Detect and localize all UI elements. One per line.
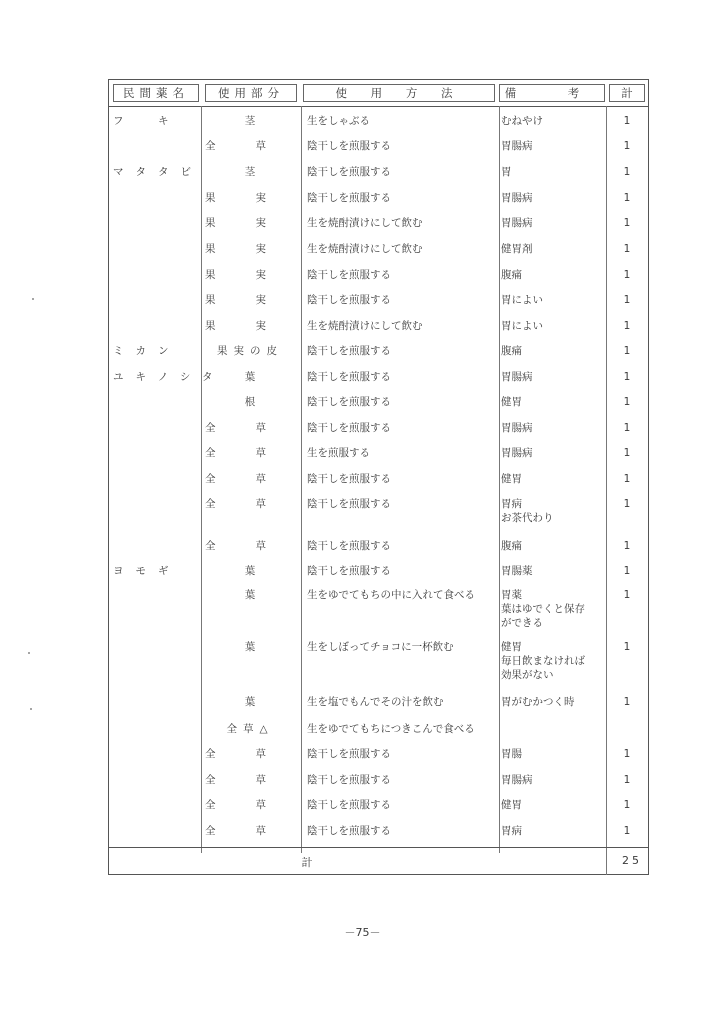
- row-count: 1: [623, 748, 631, 760]
- remark: [501, 640, 605, 682]
- usage-method: 生を焼酎漬けにして飲む: [307, 243, 423, 255]
- total-value: 25: [622, 854, 642, 867]
- scan-speck: [30, 708, 32, 710]
- used-part: 茎: [244, 166, 256, 178]
- remark-line: 胃腸病: [501, 217, 533, 229]
- row-count: 1: [623, 565, 631, 577]
- row-count: 1: [623, 115, 631, 127]
- header-rule: [109, 106, 648, 107]
- remark-line: 胃薬: [501, 589, 522, 601]
- used-part: 果実: [205, 243, 306, 255]
- used-part: 全草: [205, 140, 306, 152]
- usage-method: 生をしゃぶる: [307, 115, 370, 127]
- remark-line: 胃腸病: [501, 371, 533, 383]
- total-rule: [109, 847, 648, 848]
- usage-method: 陰干しを煎服する: [307, 166, 391, 178]
- used-part: 葉: [244, 565, 256, 577]
- remark-line: 健胃: [501, 473, 522, 485]
- used-part: 葉: [244, 641, 256, 653]
- remark-line: 胃によい: [501, 294, 543, 306]
- row-count: 1: [623, 396, 631, 408]
- header-part: 使用部分: [205, 84, 297, 102]
- row-count: 1: [623, 540, 631, 552]
- row-count: 1: [623, 320, 631, 332]
- remedy-table: [108, 79, 649, 875]
- used-part: 全草: [205, 799, 306, 811]
- used-part: 全草: [205, 498, 306, 510]
- remark-line: 健胃剤: [501, 243, 533, 255]
- remark-line: 胃腸病: [501, 447, 533, 459]
- remark-line: 胃がむかつく時: [501, 696, 575, 708]
- usage-method: 陰干しを煎服する: [307, 498, 391, 510]
- scan-speck: [32, 298, 34, 300]
- used-part: 全草: [205, 447, 306, 459]
- usage-method: 陰干しを煎服する: [307, 371, 391, 383]
- header-method: 使 用 方 法: [303, 84, 495, 102]
- used-part: 果実の皮: [217, 345, 283, 357]
- page-number: －75－: [344, 926, 381, 939]
- used-part: 全草: [205, 422, 306, 434]
- remark-line: むねやけ: [501, 115, 543, 127]
- used-part: 葉: [244, 589, 256, 601]
- column-divider: [606, 106, 607, 875]
- usage-method: 生をゆでてもちの中に入れて食べる: [307, 589, 475, 601]
- used-part: 全草△: [226, 723, 274, 735]
- remark: [501, 564, 605, 578]
- row-count: 1: [623, 192, 631, 204]
- remark-line: ができる: [501, 617, 543, 629]
- row-count: 1: [623, 473, 631, 485]
- remark: [501, 588, 605, 630]
- usage-method: 陰干しを煎服する: [307, 396, 391, 408]
- remedy-name: ユキノシタ: [113, 371, 225, 383]
- usage-method: 陰干しを煎服する: [307, 294, 391, 306]
- remark: [501, 293, 605, 307]
- remark-line: 健胃: [501, 396, 522, 408]
- usage-method: 生を焼酎漬けにして飲む: [307, 320, 423, 332]
- row-count: 1: [623, 825, 631, 837]
- remark: [501, 824, 605, 838]
- remedy-name: フ キ: [113, 115, 181, 127]
- usage-method: 生を焼酎漬けにして飲む: [307, 217, 423, 229]
- usage-method: 陰干しを煎服する: [307, 140, 391, 152]
- row-count: 1: [623, 641, 631, 653]
- remark: [501, 139, 605, 153]
- used-part: 果実: [205, 320, 306, 332]
- row-count: 1: [623, 140, 631, 152]
- remark-line: 効果がない: [501, 669, 554, 681]
- header-count: 計: [609, 84, 645, 102]
- used-part: 果実: [205, 217, 306, 229]
- remedy-name: マタタビ: [113, 166, 203, 178]
- remark: [501, 114, 605, 128]
- usage-method: 生を塩でもんでその汁を飲む: [307, 696, 444, 708]
- usage-method: 陰干しを煎服する: [307, 565, 391, 577]
- used-part: 全草: [205, 774, 306, 786]
- row-count: 1: [623, 166, 631, 178]
- row-count: 1: [623, 498, 631, 510]
- remark-line: 胃腸薬: [501, 565, 533, 577]
- used-part: 葉: [244, 696, 256, 708]
- remark: [501, 319, 605, 333]
- used-part: 果実: [205, 192, 306, 204]
- remark: [501, 191, 605, 205]
- row-count: 1: [623, 345, 631, 357]
- remedy-name: ミカン: [113, 345, 181, 357]
- used-part: 果実: [205, 269, 306, 281]
- usage-method: 陰干しを煎服する: [307, 825, 391, 837]
- remark-line: 腹痛: [501, 269, 522, 281]
- header-name: 民間薬名: [113, 84, 199, 102]
- remark-line: 胃腸病: [501, 140, 533, 152]
- column-divider: [201, 106, 202, 853]
- remark-line: 腹痛: [501, 345, 522, 357]
- remark-line: 葉はゆでくと保存: [501, 603, 585, 615]
- remark: [501, 472, 605, 486]
- row-count: 1: [623, 696, 631, 708]
- remark: [501, 165, 605, 179]
- usage-method: 陰干しを煎服する: [307, 269, 391, 281]
- remark: [501, 773, 605, 787]
- remark-line: 胃によい: [501, 320, 543, 332]
- row-count: 1: [623, 589, 631, 601]
- remark-line: 健胃: [501, 641, 522, 653]
- used-part: 果実: [205, 294, 306, 306]
- remark-line: 胃: [501, 166, 512, 178]
- used-part: 全草: [205, 473, 306, 485]
- remark-line: 胃腸病: [501, 422, 533, 434]
- remark-line: 胃腸病: [501, 774, 533, 786]
- remark-line: 腹痛: [501, 540, 522, 552]
- row-count: 1: [623, 799, 631, 811]
- remark-line: 胃病: [501, 825, 522, 837]
- used-part: 根: [244, 396, 256, 408]
- row-count: 1: [623, 217, 631, 229]
- header-note: 備 考: [499, 84, 605, 102]
- total-label: 計: [301, 856, 317, 869]
- remedy-name: ヨモギ: [113, 565, 181, 577]
- remark: [501, 421, 605, 435]
- remark: [501, 242, 605, 256]
- row-count: 1: [623, 774, 631, 786]
- remark-line: お茶代わり: [501, 512, 554, 524]
- row-count: 1: [623, 422, 631, 434]
- row-count: 1: [623, 447, 631, 459]
- usage-method: 生を煎服する: [307, 447, 370, 459]
- remark: [501, 344, 605, 358]
- used-part: 全草: [205, 748, 306, 760]
- usage-method: 陰干しを煎服する: [307, 748, 391, 760]
- remark-line: 胃腸: [501, 748, 522, 760]
- remark: [501, 446, 605, 460]
- usage-method: 陰干しを煎服する: [307, 345, 391, 357]
- usage-method: 生をゆでてもちにつきこんで食べる: [307, 723, 475, 735]
- scan-speck: [28, 652, 30, 654]
- remark-line: 毎日飲まなければ: [501, 655, 585, 667]
- row-count: 1: [623, 294, 631, 306]
- column-divider: [499, 106, 500, 853]
- usage-method: 陰干しを煎服する: [307, 540, 391, 552]
- used-part: 全草: [205, 825, 306, 837]
- remark-line: 胃病: [501, 498, 522, 510]
- remark: [501, 216, 605, 230]
- remark: [501, 798, 605, 812]
- remark-line: 胃腸病: [501, 192, 533, 204]
- remark: [501, 497, 605, 525]
- row-count: 1: [623, 269, 631, 281]
- remark: [501, 695, 605, 709]
- remark: [501, 370, 605, 384]
- remark: [501, 268, 605, 282]
- usage-method: 陰干しを煎服する: [307, 799, 391, 811]
- row-count: 1: [623, 243, 631, 255]
- usage-method: 陰干しを煎服する: [307, 192, 391, 204]
- used-part: 全草: [205, 540, 306, 552]
- usage-method: 陰干しを煎服する: [307, 774, 391, 786]
- row-count: 1: [623, 371, 631, 383]
- used-part: 葉: [244, 371, 256, 383]
- remark: [501, 747, 605, 761]
- remark: [501, 539, 605, 553]
- remark: [501, 395, 605, 409]
- used-part: 茎: [244, 115, 256, 127]
- remark-line: 健胃: [501, 799, 522, 811]
- usage-method: 陰干しを煎服する: [307, 473, 391, 485]
- table-header: [109, 80, 648, 106]
- usage-method: 陰干しを煎服する: [307, 422, 391, 434]
- usage-method: 生をしぼってチョコに一杯飲む: [307, 641, 454, 653]
